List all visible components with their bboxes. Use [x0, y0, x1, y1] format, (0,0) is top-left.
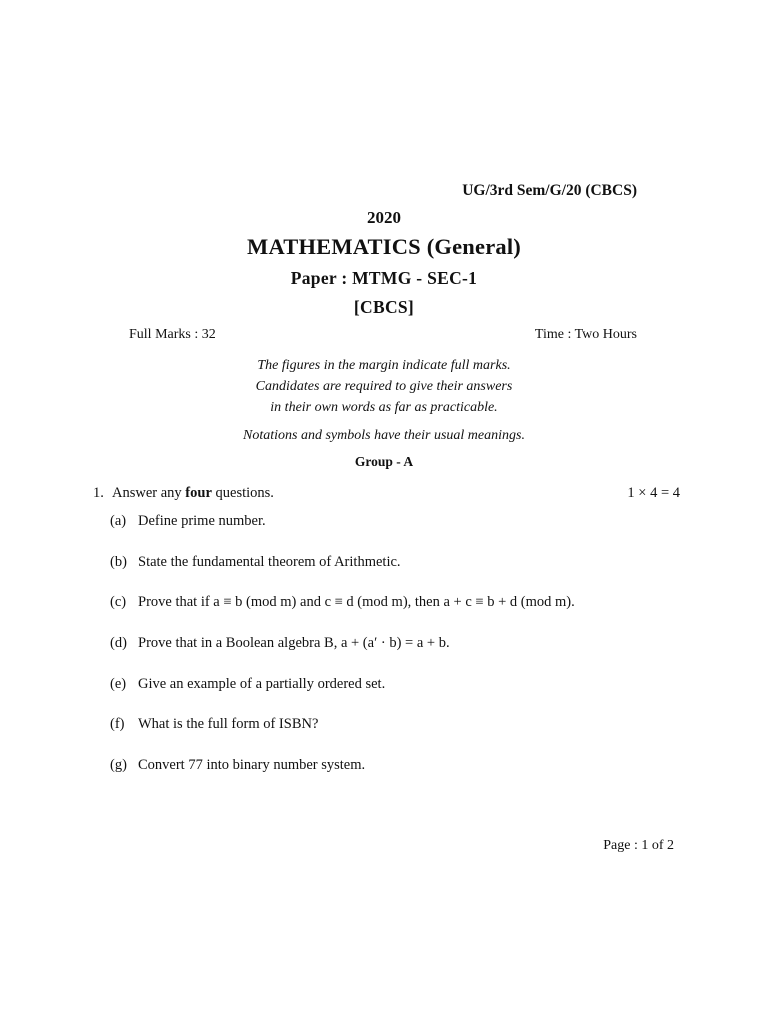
question-item: [110, 594, 575, 611]
instruction-line: Notations and symbols have their usual meanings.: [243, 428, 525, 443]
paper-name: Paper : MTMG - SEC-1: [290, 268, 478, 288]
question-text-before: Answer any: [112, 485, 186, 501]
item-text: Prove that if a ≡ b (mod m) and c ≡ d (mod m), then a + c ≡ b + d (mod m).: [138, 594, 575, 610]
item-text: Give an example of a partially ordered set.: [138, 676, 386, 692]
question-text: [112, 485, 274, 502]
full-marks: Full Marks : 32: [129, 327, 216, 342]
item-label: (c): [110, 594, 127, 610]
item-text: Prove that in a Boolean algebra B, a + (a′ · b) = a + b.: [138, 635, 450, 651]
question-text-after: questions.: [211, 485, 274, 501]
item-label: (d): [110, 635, 127, 651]
question-text-bold: four: [185, 485, 212, 501]
group-heading: Group - A: [354, 454, 414, 469]
item-label: (f): [110, 716, 125, 732]
item-text: Define prime number.: [138, 513, 266, 529]
item-label: (g): [110, 757, 127, 773]
subject-title: MATHEMATICS (General): [247, 234, 521, 259]
instruction-line: in their own words as far as practicable.: [270, 400, 498, 415]
item-label: (a): [110, 513, 127, 529]
time-allowed: Time : Two Hours: [534, 327, 637, 342]
question-item: [110, 676, 385, 693]
exam-year: 2020: [367, 208, 401, 227]
page-number: Page : 1 of 2: [603, 838, 674, 853]
scheme-label: [CBCS]: [353, 297, 415, 317]
question-item: [110, 635, 450, 652]
item-label: (e): [110, 676, 127, 692]
question-item: [110, 757, 365, 774]
item-text: Convert 77 into binary number system.: [138, 757, 366, 773]
paper-code: UG/3rd Sem/G/20 (CBCS): [462, 182, 637, 199]
item-label: (b): [110, 554, 127, 570]
item-text: What is the full form of ISBN?: [138, 716, 319, 732]
question-marks: 1 × 4 = 4: [627, 485, 680, 501]
item-text: State the fundamental theorem of Arithmetic.: [138, 554, 401, 570]
instruction-line: Candidates are required to give their answers: [255, 379, 513, 394]
question-item: [110, 554, 401, 571]
question-item: [110, 513, 266, 530]
question-number: 1.: [93, 485, 104, 501]
question-item: [110, 716, 318, 733]
instruction-line: The figures in the margin indicate full marks.: [257, 358, 511, 373]
